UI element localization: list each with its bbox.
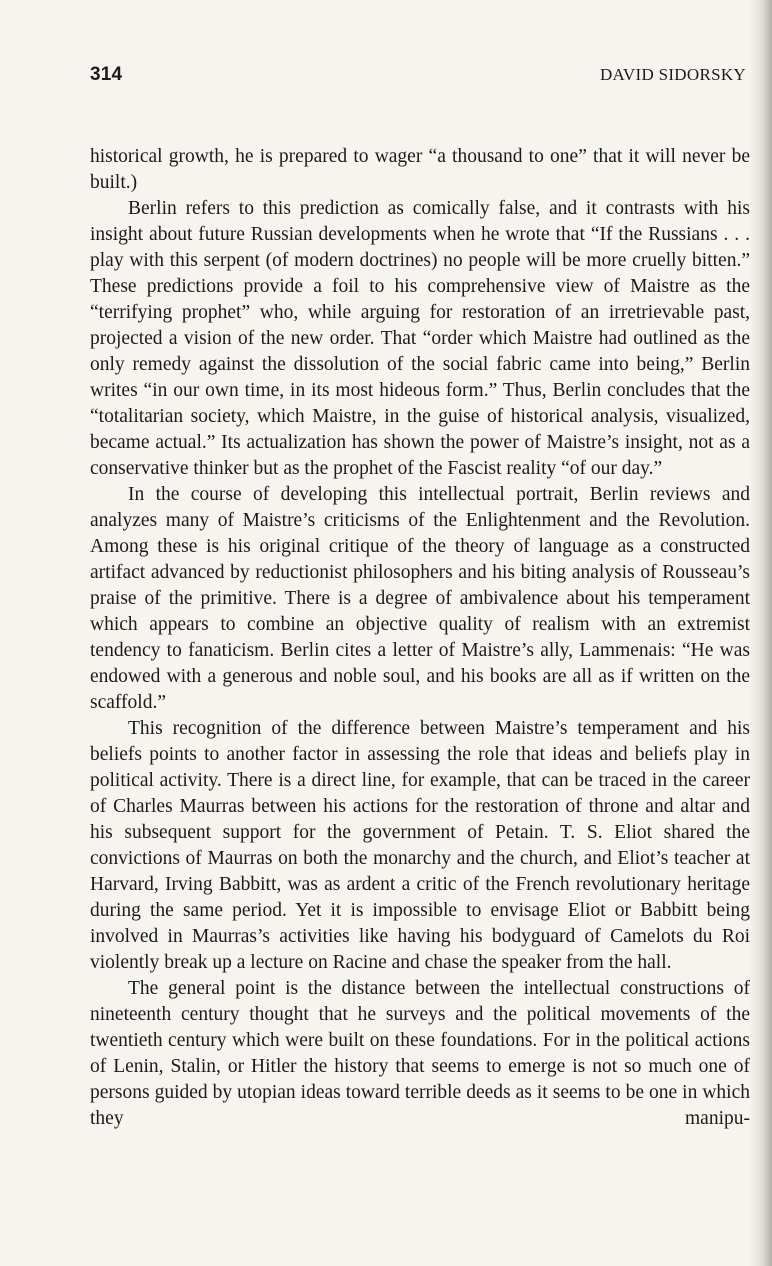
- body-text: [90, 144, 750, 1132]
- page-header: [90, 64, 746, 94]
- page-edge-shadow: [750, 0, 772, 1266]
- page-number: 314: [90, 64, 123, 85]
- paragraph: In the course of developing this intellectual portrait, Berlin reviews and analyzes many of Maistre’s criticisms of the Enlightenment and the Revolution. Among these is his original critique of the theory of language as a constructed artifact advanced by reductionist philosophers and his biting analysis of Rousseau’s praise of the primitive. There is a degree of ambivalence about his temperament which appears to combine an objective quality of realism with an extremist tendency to fanaticism. Berlin cites a letter of Maistre’s ally, Lammenais: “He was endowed with a generous and noble soul, and his books are all as if written on the scaffold.”: [90, 484, 750, 713]
- paragraph: Berlin refers to this prediction as comically false, and it contrasts with his insight about future Russian developments when he wrote that “If the Russians . . . play with this serpent (of modern doctrines) no people will be more cruelly bitten.” These predictions provide a foil to his comprehensive view of Maistre as the “terrifying prophet” who, while arguing for restoration of an irretrievable past, projected a vision of the new order. That “order which Maistre had outlined as the only remedy against the dissolution of the social fabric came into being,” Berlin writes “in our own time, in its most hideous form.” Thus, Berlin concludes that the “totalitarian society, which Maistre, in the guise of historical analysis, visualized, became actual.” Its actualization has shown the power of Maistre’s insight, not as a conservative thinker but as the prophet of the Fascist reality “of our day.”: [90, 198, 750, 479]
- running-head: DAVID SIDORSKY: [599, 65, 746, 84]
- paragraph: historical growth, he is prepared to wager “a thousand to one” that it will never be built.): [90, 146, 750, 193]
- paragraph: This recognition of the difference between Maistre’s temperament and his beliefs points to another factor in assessing the role that ideas and beliefs play in political activity. There is a direct line, for example, that can be traced in the career of Charles Maurras between his actions for the restoration of throne and altar and his subsequent support for the government of Petain. T. S. Eliot shared the convictions of Maurras on both the monarchy and the church, and Eliot’s teacher at Harvard, Irving Babbitt, was as ardent a critic of the French revolutionary heritage during the same period. Yet it is impossible to envisage Eliot or Babbitt being involved in Maurras’s activities like having his bodyguard of Camelots du Roi violently break up a lecture on Racine and chase the speaker from the hall.: [90, 718, 750, 973]
- paragraph: The general point is the distance between the intellectual constructions of nineteenth century thought that he surveys and the political movements of the twentieth century which were built on these foundations. For in the political actions of Lenin, Stalin, or Hitler the history that seems to emerge is not so much one of persons guided by utopian ideas toward terrible deeds as it seems to be one in which they manipu-: [90, 978, 750, 1129]
